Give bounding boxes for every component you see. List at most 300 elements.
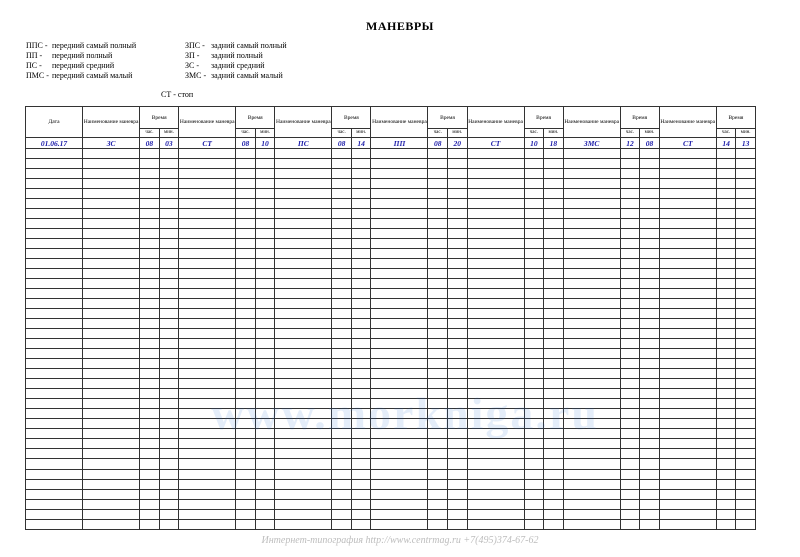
empty-cell[interactable]: [371, 509, 428, 519]
empty-cell[interactable]: [236, 469, 256, 479]
empty-cell[interactable]: [467, 499, 524, 509]
empty-cell[interactable]: [371, 349, 428, 359]
empty-cell[interactable]: [351, 269, 371, 279]
empty-cell[interactable]: [140, 259, 160, 269]
empty-cell[interactable]: [736, 469, 756, 479]
empty-cell[interactable]: [159, 179, 179, 189]
empty-cell[interactable]: [428, 519, 448, 529]
empty-cell[interactable]: [159, 509, 179, 519]
empty-cell[interactable]: [179, 439, 236, 449]
empty-cell[interactable]: [563, 169, 620, 179]
empty-cell[interactable]: [236, 329, 256, 339]
empty-cell[interactable]: [716, 229, 736, 239]
empty-cell[interactable]: [563, 459, 620, 469]
empty-cell[interactable]: [467, 519, 524, 529]
empty-cell[interactable]: [26, 339, 83, 349]
empty-cell[interactable]: [563, 499, 620, 509]
empty-cell[interactable]: [140, 489, 160, 499]
empty-cell[interactable]: [351, 369, 371, 379]
empty-cell[interactable]: [332, 239, 352, 249]
empty-cell[interactable]: [544, 519, 564, 529]
empty-cell[interactable]: [448, 319, 468, 329]
empty-cell[interactable]: [140, 179, 160, 189]
empty-cell[interactable]: [159, 519, 179, 529]
empty-cell[interactable]: [428, 479, 448, 489]
empty-cell[interactable]: [640, 299, 660, 309]
empty-cell[interactable]: [371, 169, 428, 179]
empty-cell[interactable]: [428, 359, 448, 369]
empty-cell[interactable]: [524, 239, 544, 249]
empty-cell[interactable]: [428, 289, 448, 299]
empty-cell[interactable]: [716, 179, 736, 189]
empty-cell[interactable]: [467, 159, 524, 169]
empty-cell[interactable]: [179, 479, 236, 489]
empty-cell[interactable]: [159, 289, 179, 299]
empty-cell[interactable]: [236, 449, 256, 459]
empty-cell[interactable]: [140, 459, 160, 469]
empty-cell[interactable]: [83, 489, 140, 499]
empty-cell[interactable]: [736, 409, 756, 419]
empty-cell[interactable]: [659, 499, 716, 509]
empty-cell[interactable]: [659, 459, 716, 469]
empty-cell[interactable]: [26, 169, 83, 179]
empty-cell[interactable]: [179, 169, 236, 179]
empty-cell[interactable]: [448, 359, 468, 369]
empty-cell[interactable]: [659, 279, 716, 289]
empty-cell[interactable]: [544, 239, 564, 249]
empty-cell[interactable]: [26, 209, 83, 219]
empty-cell[interactable]: [159, 199, 179, 209]
empty-cell[interactable]: [140, 509, 160, 519]
empty-cell[interactable]: [179, 339, 236, 349]
empty-cell[interactable]: [140, 249, 160, 259]
empty-cell[interactable]: [736, 399, 756, 409]
empty-cell[interactable]: [332, 169, 352, 179]
empty-cell[interactable]: [140, 239, 160, 249]
empty-cell[interactable]: [716, 199, 736, 209]
empty-cell[interactable]: [26, 459, 83, 469]
empty-cell[interactable]: [563, 479, 620, 489]
empty-cell[interactable]: [371, 489, 428, 499]
empty-cell[interactable]: [563, 509, 620, 519]
empty-cell[interactable]: [255, 149, 275, 159]
empty-cell[interactable]: [179, 159, 236, 169]
empty-cell[interactable]: [659, 509, 716, 519]
empty-cell[interactable]: [332, 359, 352, 369]
empty-cell[interactable]: [428, 179, 448, 189]
empty-cell[interactable]: [640, 319, 660, 329]
empty-cell[interactable]: [428, 319, 448, 329]
empty-cell[interactable]: [332, 269, 352, 279]
empty-cell[interactable]: [332, 509, 352, 519]
empty-cell[interactable]: [275, 229, 332, 239]
empty-cell[interactable]: [659, 209, 716, 219]
empty-cell[interactable]: [524, 199, 544, 209]
empty-cell[interactable]: [659, 519, 716, 529]
empty-cell[interactable]: [716, 449, 736, 459]
empty-cell[interactable]: [716, 239, 736, 249]
empty-cell[interactable]: [640, 469, 660, 479]
empty-cell[interactable]: [83, 309, 140, 319]
empty-cell[interactable]: [659, 189, 716, 199]
empty-cell[interactable]: [159, 169, 179, 179]
empty-cell[interactable]: [524, 489, 544, 499]
empty-cell[interactable]: [275, 469, 332, 479]
empty-cell[interactable]: [716, 459, 736, 469]
empty-cell[interactable]: [428, 499, 448, 509]
empty-cell[interactable]: [544, 509, 564, 519]
empty-cell[interactable]: [640, 359, 660, 369]
empty-cell[interactable]: [26, 399, 83, 409]
empty-cell[interactable]: [236, 269, 256, 279]
empty-cell[interactable]: [351, 469, 371, 479]
empty-cell[interactable]: [371, 199, 428, 209]
empty-cell[interactable]: [640, 489, 660, 499]
empty-cell[interactable]: [736, 339, 756, 349]
empty-cell[interactable]: [448, 269, 468, 279]
empty-cell[interactable]: [467, 339, 524, 349]
empty-cell[interactable]: [332, 209, 352, 219]
empty-cell[interactable]: [736, 299, 756, 309]
empty-cell[interactable]: [332, 479, 352, 489]
empty-cell[interactable]: [736, 429, 756, 439]
empty-cell[interactable]: [448, 449, 468, 459]
empty-cell[interactable]: [236, 359, 256, 369]
empty-cell[interactable]: [448, 469, 468, 479]
empty-cell[interactable]: [275, 509, 332, 519]
empty-cell[interactable]: [716, 289, 736, 299]
empty-cell[interactable]: [26, 389, 83, 399]
empty-cell[interactable]: [736, 289, 756, 299]
empty-cell[interactable]: [371, 479, 428, 489]
empty-cell[interactable]: [736, 419, 756, 429]
empty-cell[interactable]: [275, 369, 332, 379]
empty-cell[interactable]: [736, 179, 756, 189]
empty-cell[interactable]: [428, 149, 448, 159]
empty-cell[interactable]: [236, 239, 256, 249]
empty-cell[interactable]: [140, 269, 160, 279]
empty-cell[interactable]: [179, 259, 236, 269]
empty-cell[interactable]: [140, 229, 160, 239]
empty-cell[interactable]: [467, 199, 524, 209]
empty-cell[interactable]: [236, 279, 256, 289]
empty-cell[interactable]: [620, 249, 640, 259]
empty-cell[interactable]: [371, 219, 428, 229]
empty-cell[interactable]: [140, 279, 160, 289]
empty-cell[interactable]: [448, 479, 468, 489]
empty-cell[interactable]: [236, 489, 256, 499]
empty-cell[interactable]: [159, 359, 179, 369]
empty-cell[interactable]: [140, 439, 160, 449]
empty-cell[interactable]: [640, 199, 660, 209]
empty-cell[interactable]: [659, 199, 716, 209]
empty-cell[interactable]: [255, 319, 275, 329]
empty-cell[interactable]: [544, 329, 564, 339]
empty-cell[interactable]: [524, 339, 544, 349]
empty-cell[interactable]: [544, 159, 564, 169]
empty-cell[interactable]: [275, 339, 332, 349]
empty-cell[interactable]: [179, 199, 236, 209]
empty-cell[interactable]: [467, 319, 524, 329]
empty-cell[interactable]: [563, 309, 620, 319]
empty-cell[interactable]: [620, 279, 640, 289]
empty-cell[interactable]: [26, 469, 83, 479]
empty-cell[interactable]: [275, 299, 332, 309]
empty-cell[interactable]: [428, 169, 448, 179]
empty-cell[interactable]: [351, 249, 371, 259]
empty-cell[interactable]: [255, 329, 275, 339]
empty-cell[interactable]: [563, 179, 620, 189]
empty-cell[interactable]: [371, 249, 428, 259]
empty-cell[interactable]: [236, 199, 256, 209]
empty-cell[interactable]: [448, 299, 468, 309]
empty-cell[interactable]: [467, 349, 524, 359]
empty-cell[interactable]: [371, 279, 428, 289]
empty-cell[interactable]: [159, 329, 179, 339]
empty-cell[interactable]: [467, 479, 524, 489]
empty-cell[interactable]: [83, 369, 140, 379]
empty-cell[interactable]: [448, 219, 468, 229]
empty-cell[interactable]: [26, 499, 83, 509]
empty-cell[interactable]: [716, 319, 736, 329]
empty-cell[interactable]: [371, 449, 428, 459]
empty-cell[interactable]: [620, 339, 640, 349]
empty-cell[interactable]: [26, 179, 83, 189]
empty-cell[interactable]: [83, 359, 140, 369]
empty-cell[interactable]: [620, 309, 640, 319]
empty-cell[interactable]: [524, 209, 544, 219]
empty-cell[interactable]: [659, 249, 716, 259]
empty-cell[interactable]: [563, 269, 620, 279]
empty-cell[interactable]: [467, 309, 524, 319]
empty-cell[interactable]: [428, 299, 448, 309]
empty-cell[interactable]: [351, 479, 371, 489]
empty-cell[interactable]: [179, 509, 236, 519]
empty-cell[interactable]: [428, 239, 448, 249]
empty-cell[interactable]: [544, 259, 564, 269]
empty-cell[interactable]: [448, 339, 468, 349]
empty-cell[interactable]: [563, 279, 620, 289]
empty-cell[interactable]: [544, 369, 564, 379]
empty-cell[interactable]: [83, 189, 140, 199]
empty-cell[interactable]: [467, 449, 524, 459]
empty-cell[interactable]: [140, 499, 160, 509]
empty-cell[interactable]: [428, 259, 448, 269]
empty-cell[interactable]: [83, 229, 140, 239]
empty-cell[interactable]: [236, 219, 256, 229]
empty-cell[interactable]: [716, 469, 736, 479]
empty-cell[interactable]: [544, 489, 564, 499]
empty-cell[interactable]: [467, 259, 524, 269]
empty-cell[interactable]: [179, 299, 236, 309]
empty-cell[interactable]: [351, 189, 371, 199]
empty-cell[interactable]: [140, 219, 160, 229]
empty-cell[interactable]: [544, 459, 564, 469]
empty-cell[interactable]: [179, 189, 236, 199]
empty-cell[interactable]: [140, 319, 160, 329]
empty-cell[interactable]: [159, 479, 179, 489]
empty-cell[interactable]: [428, 229, 448, 239]
empty-cell[interactable]: [448, 309, 468, 319]
empty-cell[interactable]: [736, 259, 756, 269]
empty-cell[interactable]: [640, 179, 660, 189]
empty-cell[interactable]: [255, 359, 275, 369]
empty-cell[interactable]: [275, 159, 332, 169]
empty-cell[interactable]: [179, 489, 236, 499]
empty-cell[interactable]: [736, 249, 756, 259]
empty-cell[interactable]: [159, 189, 179, 199]
empty-cell[interactable]: [26, 489, 83, 499]
empty-cell[interactable]: [563, 159, 620, 169]
empty-cell[interactable]: [736, 519, 756, 529]
empty-cell[interactable]: [640, 159, 660, 169]
empty-cell[interactable]: [26, 449, 83, 459]
empty-cell[interactable]: [524, 459, 544, 469]
empty-cell[interactable]: [140, 359, 160, 369]
empty-cell[interactable]: [275, 319, 332, 329]
empty-cell[interactable]: [620, 289, 640, 299]
empty-cell[interactable]: [659, 369, 716, 379]
empty-cell[interactable]: [26, 159, 83, 169]
empty-cell[interactable]: [640, 309, 660, 319]
empty-cell[interactable]: [736, 309, 756, 319]
empty-cell[interactable]: [544, 449, 564, 459]
empty-cell[interactable]: [736, 449, 756, 459]
empty-cell[interactable]: [26, 509, 83, 519]
empty-cell[interactable]: [428, 489, 448, 499]
empty-cell[interactable]: [736, 379, 756, 389]
empty-cell[interactable]: [332, 459, 352, 469]
empty-cell[interactable]: [332, 189, 352, 199]
empty-cell[interactable]: [467, 219, 524, 229]
empty-cell[interactable]: [428, 459, 448, 469]
empty-cell[interactable]: [179, 289, 236, 299]
empty-cell[interactable]: [563, 349, 620, 359]
empty-cell[interactable]: [159, 499, 179, 509]
empty-cell[interactable]: [563, 219, 620, 229]
empty-cell[interactable]: [83, 259, 140, 269]
empty-cell[interactable]: [236, 229, 256, 239]
empty-cell[interactable]: [736, 499, 756, 509]
empty-cell[interactable]: [524, 319, 544, 329]
empty-cell[interactable]: [524, 479, 544, 489]
empty-cell[interactable]: [716, 409, 736, 419]
empty-cell[interactable]: [371, 519, 428, 529]
empty-cell[interactable]: [351, 339, 371, 349]
empty-cell[interactable]: [448, 369, 468, 379]
empty-cell[interactable]: [255, 439, 275, 449]
empty-cell[interactable]: [332, 289, 352, 299]
empty-cell[interactable]: [236, 249, 256, 259]
empty-cell[interactable]: [83, 269, 140, 279]
empty-cell[interactable]: [179, 269, 236, 279]
empty-cell[interactable]: [255, 509, 275, 519]
empty-cell[interactable]: [736, 389, 756, 399]
empty-cell[interactable]: [26, 199, 83, 209]
empty-cell[interactable]: [467, 469, 524, 479]
empty-cell[interactable]: [736, 349, 756, 359]
empty-cell[interactable]: [467, 459, 524, 469]
empty-cell[interactable]: [524, 179, 544, 189]
empty-cell[interactable]: [659, 439, 716, 449]
empty-cell[interactable]: [524, 189, 544, 199]
empty-cell[interactable]: [716, 359, 736, 369]
empty-cell[interactable]: [620, 199, 640, 209]
empty-cell[interactable]: [179, 499, 236, 509]
empty-cell[interactable]: [428, 209, 448, 219]
empty-cell[interactable]: [563, 249, 620, 259]
empty-cell[interactable]: [351, 169, 371, 179]
empty-cell[interactable]: [563, 289, 620, 299]
empty-cell[interactable]: [83, 509, 140, 519]
empty-cell[interactable]: [26, 259, 83, 269]
empty-cell[interactable]: [640, 219, 660, 229]
empty-cell[interactable]: [83, 149, 140, 159]
empty-cell[interactable]: [351, 519, 371, 529]
empty-cell[interactable]: [544, 189, 564, 199]
empty-cell[interactable]: [716, 479, 736, 489]
empty-cell[interactable]: [620, 469, 640, 479]
empty-cell[interactable]: [255, 249, 275, 259]
empty-cell[interactable]: [351, 199, 371, 209]
empty-cell[interactable]: [620, 219, 640, 229]
empty-cell[interactable]: [544, 219, 564, 229]
empty-cell[interactable]: [236, 189, 256, 199]
empty-cell[interactable]: [659, 359, 716, 369]
empty-cell[interactable]: [159, 369, 179, 379]
empty-cell[interactable]: [275, 489, 332, 499]
empty-cell[interactable]: [140, 349, 160, 359]
empty-cell[interactable]: [236, 319, 256, 329]
empty-cell[interactable]: [620, 169, 640, 179]
empty-cell[interactable]: [544, 179, 564, 189]
empty-cell[interactable]: [620, 319, 640, 329]
empty-cell[interactable]: [448, 149, 468, 159]
empty-cell[interactable]: [255, 239, 275, 249]
empty-cell[interactable]: [83, 499, 140, 509]
empty-cell[interactable]: [428, 269, 448, 279]
empty-cell[interactable]: [179, 179, 236, 189]
empty-cell[interactable]: [544, 199, 564, 209]
empty-cell[interactable]: [659, 469, 716, 479]
empty-cell[interactable]: [640, 499, 660, 509]
empty-cell[interactable]: [524, 359, 544, 369]
empty-cell[interactable]: [716, 209, 736, 219]
empty-cell[interactable]: [563, 359, 620, 369]
empty-cell[interactable]: [179, 369, 236, 379]
empty-cell[interactable]: [428, 279, 448, 289]
empty-cell[interactable]: [716, 389, 736, 399]
empty-cell[interactable]: [236, 169, 256, 179]
empty-cell[interactable]: [83, 439, 140, 449]
empty-cell[interactable]: [255, 339, 275, 349]
empty-cell[interactable]: [467, 439, 524, 449]
empty-cell[interactable]: [659, 319, 716, 329]
empty-cell[interactable]: [255, 369, 275, 379]
empty-cell[interactable]: [428, 339, 448, 349]
empty-cell[interactable]: [332, 159, 352, 169]
empty-cell[interactable]: [332, 249, 352, 259]
empty-cell[interactable]: [140, 339, 160, 349]
empty-cell[interactable]: [428, 189, 448, 199]
empty-cell[interactable]: [371, 259, 428, 269]
empty-cell[interactable]: [275, 239, 332, 249]
empty-cell[interactable]: [467, 289, 524, 299]
empty-cell[interactable]: [659, 259, 716, 269]
empty-cell[interactable]: [659, 159, 716, 169]
empty-cell[interactable]: [26, 249, 83, 259]
empty-cell[interactable]: [26, 419, 83, 429]
